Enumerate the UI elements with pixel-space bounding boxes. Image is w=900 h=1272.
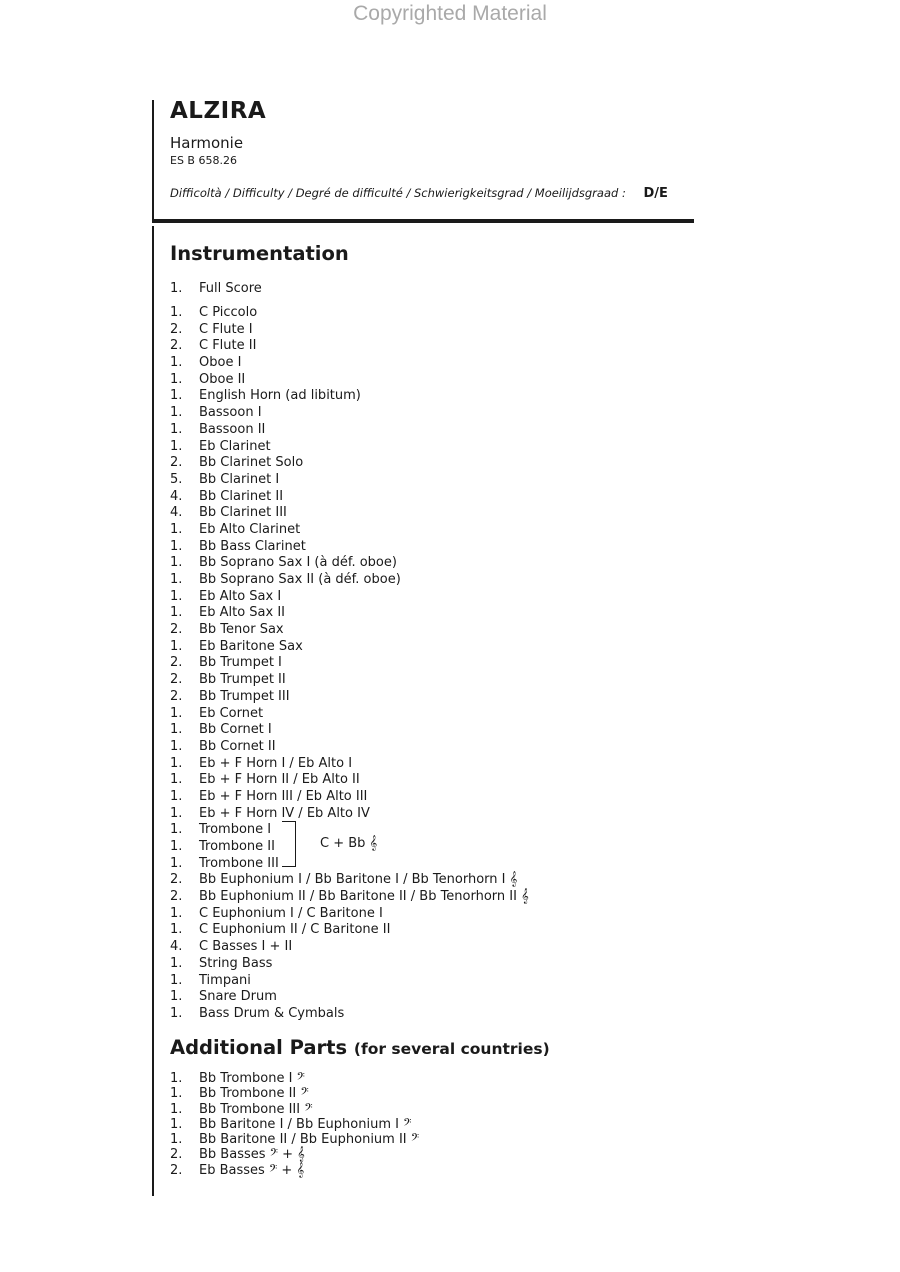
ensemble-type: Harmonie [170, 134, 244, 152]
list-item [170, 1147, 419, 1162]
list-item [170, 856, 529, 873]
list-item [170, 1132, 419, 1147]
item-name: Eb + F Horn IV / Eb Alto IV [199, 805, 370, 821]
item-name: C Flute II [199, 338, 257, 354]
catalog-code: ES B 658.26 [170, 154, 237, 167]
item-name: Bb Baritone I / Bb Euphonium I 𝄢 [199, 1116, 412, 1132]
item-quantity: 1. [170, 388, 183, 404]
list-item [170, 739, 529, 756]
item-quantity: 1. [170, 1116, 183, 1132]
item-quantity: 1. [170, 805, 183, 821]
item-quantity: 4. [170, 505, 183, 521]
item-name: Eb + F Horn III / Eb Alto III [199, 788, 368, 804]
list-item [170, 639, 529, 656]
item-quantity: 1. [170, 1132, 183, 1148]
item-quantity: 1. [170, 839, 183, 854]
list-item [170, 281, 262, 298]
item-name: C Euphonium I / C Baritone I [199, 905, 383, 921]
list-item [170, 1086, 419, 1101]
item-quantity: 2. [170, 872, 183, 888]
item-quantity: 1. [170, 638, 183, 654]
item-quantity: 1. [170, 972, 183, 988]
difficulty-line [170, 186, 668, 201]
list-item [170, 422, 529, 439]
difficulty-label: Difficoltà / Difficulty / Degré de difficulté / Schwierigkeitsgrad / Moeilijdsgraad : [170, 186, 626, 200]
item-name: C Euphonium II / C Baritone II [199, 922, 391, 938]
item-quantity: 1. [170, 421, 183, 437]
item-name: Eb Alto Sax I [199, 588, 282, 604]
item-name: Bb Clarinet Solo [199, 455, 304, 471]
copyright-watermark: Copyrighted Material [353, 2, 547, 25]
difficulty-grade: D/E [643, 186, 668, 201]
list-item [170, 472, 529, 489]
item-quantity: 1. [170, 922, 183, 938]
item-quantity: 1. [170, 555, 183, 571]
additional-parts-note: (for several countries) [353, 1040, 550, 1058]
list-item [170, 689, 529, 706]
list-item [170, 455, 529, 472]
item-name: Bb Basses 𝄢 + 𝄞 [199, 1147, 305, 1163]
item-name: Bb Trumpet III [199, 688, 290, 704]
list-item [170, 388, 529, 405]
instrumentation-heading: Instrumentation [170, 242, 349, 265]
item-quantity: 2. [170, 321, 183, 337]
item-name: String Bass [199, 955, 273, 971]
list-item [170, 439, 529, 456]
item-quantity: 2. [170, 622, 183, 638]
list-item [170, 622, 529, 639]
item-quantity: 1. [170, 438, 183, 454]
list-item [170, 322, 529, 339]
trombone-bracket [282, 821, 296, 867]
piece-title: ALZIRA [170, 98, 267, 124]
list-item [170, 1071, 419, 1086]
list-item [170, 1006, 529, 1023]
item-name: C Basses I + II [199, 939, 293, 955]
list-item [170, 706, 529, 723]
list-item [170, 338, 529, 355]
list-item [170, 772, 529, 789]
left-margin-rule [152, 226, 154, 1196]
list-item [170, 605, 529, 622]
list-item [170, 922, 529, 939]
header [170, 98, 266, 167]
item-name: Timpani [199, 972, 251, 988]
item-name: Bb Clarinet II [199, 488, 284, 504]
list-item [170, 589, 529, 606]
item-quantity: 1. [170, 989, 183, 1005]
item-name: Bb Bass Clarinet [199, 538, 306, 554]
item-name: Bb Trumpet I [199, 655, 282, 671]
item-name: Bb Euphonium I / Bb Baritone I / Bb Tenorhorn I 𝄞 [199, 872, 518, 888]
list-item [170, 555, 529, 572]
item-quantity: 1. [170, 1005, 183, 1021]
list-item [170, 505, 529, 522]
item-quantity: 2. [170, 455, 183, 471]
item-name: Bb Trumpet II [199, 672, 286, 688]
item-quantity: 1. [170, 588, 183, 604]
list-item [170, 889, 529, 906]
item-quantity: 1. [170, 772, 183, 788]
item-quantity: 1. [170, 822, 183, 838]
item-name: Eb Alto Sax II [199, 605, 285, 621]
item-quantity: 1. [170, 538, 183, 554]
list-item [170, 1163, 419, 1178]
list-item [170, 655, 529, 672]
item-name: Bb Trombone III 𝄢 [199, 1101, 313, 1117]
list-item [170, 522, 529, 539]
item-name: Bb Clarinet III [199, 505, 287, 521]
item-name: Eb + F Horn II / Eb Alto II [199, 772, 360, 788]
item-name: English Horn (ad libitum) [199, 388, 361, 404]
instrumentation-list [170, 305, 529, 1023]
list-item [170, 1117, 419, 1132]
item-quantity: 4. [170, 939, 183, 955]
item-quantity: 1. [170, 905, 183, 921]
item-name: Eb Cornet [199, 705, 264, 721]
left-margin-rule-top [152, 100, 154, 220]
item-quantity: 1. [170, 738, 183, 754]
item-quantity: 1. [170, 405, 183, 421]
item-quantity: 1. [170, 572, 183, 587]
header-divider [152, 219, 694, 223]
additional-parts-title: Additional Parts [170, 1036, 348, 1059]
item-name: Eb Baritone Sax [199, 638, 303, 654]
list-item [170, 305, 529, 322]
list-item [170, 572, 529, 589]
item-quantity: 1. [170, 305, 183, 320]
item-name: Bb Cornet I [199, 722, 272, 738]
item-name: Oboe II [199, 371, 246, 387]
item-name: Trombone III [199, 855, 279, 871]
item-quantity: 5. [170, 471, 183, 487]
item-quantity: 1. [170, 955, 183, 971]
item-quantity: 1. [170, 705, 183, 721]
list-item [170, 939, 529, 956]
item-name: Eb Alto Clarinet [199, 521, 301, 537]
item-name: C Piccolo [199, 305, 258, 320]
item-quantity: 1. [170, 855, 183, 871]
list-item [170, 989, 529, 1006]
item-name: Trombone II [199, 839, 275, 854]
list-item [170, 789, 529, 806]
additional-parts-list [170, 1071, 419, 1178]
item-name: Eb + F Horn I / Eb Alto I [199, 755, 353, 771]
list-item [170, 405, 529, 422]
list-item [170, 872, 529, 889]
item-name: Bb Tenor Sax [199, 622, 284, 638]
list-item [170, 956, 529, 973]
full-score-list [170, 281, 262, 298]
item-name: Bb Soprano Sax I (à déf. oboe) [199, 555, 397, 571]
list-item [170, 672, 529, 689]
item-name: Bass Drum & Cymbals [199, 1005, 345, 1021]
item-quantity: 1. [170, 755, 183, 771]
item-quantity: 2. [170, 655, 183, 671]
list-item [170, 756, 529, 773]
item-quantity: 4. [170, 488, 183, 504]
item-name: Oboe I [199, 355, 242, 371]
item-name: Eb Clarinet [199, 438, 271, 454]
item-quantity: 2. [170, 672, 183, 688]
item-quantity: 1. [170, 1101, 183, 1117]
item-name: Bassoon II [199, 421, 266, 437]
item-quantity: 2. [170, 889, 183, 905]
item-name: Snare Drum [199, 989, 277, 1005]
item-quantity: 1. [170, 521, 183, 537]
item-name: Bassoon I [199, 405, 262, 421]
item-name: Trombone I [199, 822, 272, 838]
item-quantity: 1. [170, 722, 183, 738]
list-item [170, 906, 529, 923]
item-quantity: 1. [170, 355, 183, 371]
item-name: Bb Clarinet I [199, 471, 280, 487]
list-item [170, 489, 529, 506]
item-quantity: 2. [170, 1162, 183, 1178]
item-quantity: 2. [170, 338, 183, 354]
item-quantity: 1. [170, 788, 183, 804]
item-name: Bb Cornet II [199, 738, 276, 754]
item-quantity: 1. [170, 1086, 183, 1102]
list-item [170, 539, 529, 556]
list-item [170, 973, 529, 990]
list-item [170, 806, 529, 823]
list-item [170, 1102, 419, 1117]
item-quantity: 2. [170, 688, 183, 704]
item-name: Bb Soprano Sax II (à déf. oboe) [199, 572, 401, 587]
item-quantity: 1. [170, 605, 183, 621]
list-item [170, 355, 529, 372]
item-quantity: 1. [170, 281, 183, 296]
item-name: Eb Basses 𝄢 + 𝄞 [199, 1162, 305, 1178]
item-name: Bb Trombone II 𝄢 [199, 1086, 309, 1102]
list-item [170, 372, 529, 389]
item-quantity: 2. [170, 1147, 183, 1163]
item-quantity: 1. [170, 1071, 183, 1086]
item-name: Bb Trombone I 𝄢 [199, 1071, 305, 1086]
item-name: Full Score [199, 281, 262, 296]
additional-parts-heading [170, 1036, 550, 1059]
item-quantity: 1. [170, 371, 183, 387]
trombone-clef-label: C + Bb 𝄞 [320, 836, 378, 851]
list-item [170, 722, 529, 739]
item-name: Bb Euphonium II / Bb Baritone II / Bb Tenorhorn II 𝄞 [199, 889, 529, 905]
item-name: C Flute I [199, 321, 253, 337]
item-name: Bb Baritone II / Bb Euphonium II 𝄢 [199, 1132, 420, 1148]
